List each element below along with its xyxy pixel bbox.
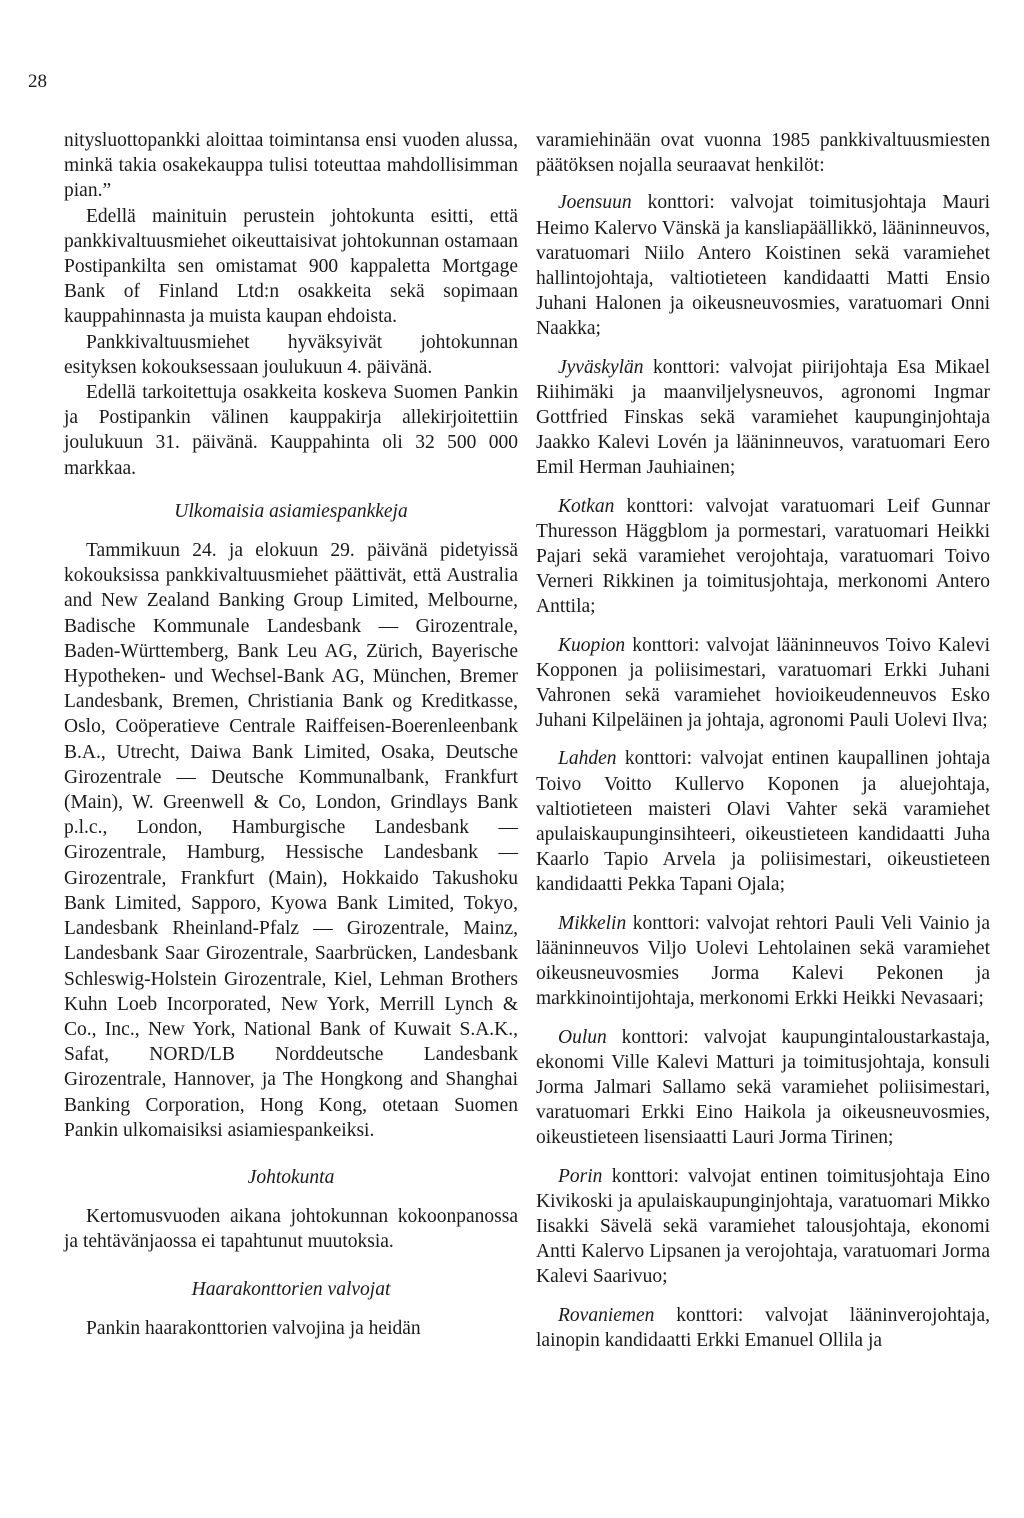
page-number: 28: [28, 71, 47, 92]
office-text: konttori: valvojat rehtori Pauli Veli Vainio ja lääninneuvos Viljo Uolevi Lehtolainen sekä varamiehet oikeusneuvosmies Jorma Kalevi Pekonen ja markkinointijohtaja, merkonomi Erkki Heikki Nevasaari;: [536, 912, 990, 1010]
paragraph: Pankkivaltuusmiehet hyväksyivät johtokunnan esityksen kokouksessaan joulukuun 4. päivänä.: [64, 331, 518, 378]
office-entry: [536, 494, 990, 620]
section-heading: Haarakonttorien valvojat: [191, 1278, 391, 1300]
office-text: konttori: valvojat lääninneuvos Toivo Kalevi Kopponen ja poliisimestari, varatuomari Erkki Juhani Vahronen sekä varamiehet hovioikeudenneuvos Esko Juhani Kilpeläinen ja johtaja, agronomi Pauli Uolevi Ilva;: [536, 634, 990, 732]
office-text: konttori: valvojat piirijohtaja Esa Mikael Riihimäki ja maanviljelysneuvos, agronomi Ingmar Gottfried Finskas sekä varamiehet kaupunginjohtaja Jaakko Kalevi Lovén ja lääninneuvos, varatuomari Eero Emil Herman Jauhiainen;: [536, 356, 990, 479]
left-column: [64, 128, 518, 1341]
office-name: Joensuun: [558, 192, 632, 214]
office-entry: [536, 911, 990, 1012]
office-entry: [536, 190, 990, 341]
office-text: konttori: valvojat toimitusjohtaja Mauri Heimo Kalervo Vänskä ja kansliapäällikkö, lääninneuvos, varatuomari Niilo Antero Koistinen sekä varamiehet hallintojohtaja, valtiotieteen kandidaatti Matti Ensio Juhani Halonen ja oikeusneuvosmies, varatuomari Onni Naakka;: [536, 192, 990, 340]
office-text: konttori: valvojat entinen kaupallinen johtaja Toivo Voitto Kullervo Koponen ja aluejohtaja, valtiotieteen maisteri Olavi Vahter sekä varamiehet apulaiskaupunginsihteeri, oikeustieteen kandidaatti Juha Kaarlo Tapio Arvela ja poliisimestari, oikeustieteen kandidaatti Pekka Tapani Ojala;: [536, 748, 990, 896]
office-name: Lahden: [558, 748, 617, 770]
office-name: Porin: [558, 1165, 603, 1187]
office-entry: [536, 1303, 990, 1353]
office-name: Kuopion: [558, 634, 626, 656]
section-heading: Johtokunta: [247, 1166, 335, 1188]
paragraph: varamiehinään ovat vuonna 1985 pankkivaltuusmiesten päätöksen nojalla seuraavat henkilöt:: [536, 130, 990, 177]
paragraph: Tammikuun 24. ja elokuun 29. päivänä pidetyissä kokouksissa pankkivaltuusmiehet päättivät, että Australia and New Zealand Banking Group Limited, Melbourne, Badische Kommunale Landesbank — Girozentrale, Baden-Württemberg, Bank Leu AG, Zürich, Bayerische Hypotheken- und Wechsel-Bank AG, München, Bremer Landesbank, Bremen, Christiania Bank og Kreditkasse, Oslo, Coöperatieve Centrale Raiffeisen-Boerenleenbank B.A., Utrecht, Daiwa Bank Limited, Osaka, Deutsche Girozentrale — Deutsche Kommunalbank, Frankfurt (Main), W. Greenwell & Co, London, Grindlays Bank p.l.c., London, Hamburgische Landesbank — Girozentrale, Hamburg, Hessische Landesbank — Girozentrale, Frankfurt (Main), Hokkaido Takushoku Bank Limited, Sapporo, Kyowa Bank Limited, Tokyo, Landesbank Rheinland-Pfalz — Girozentrale, Mainz, Landesbank Saar Girozentrale, Saarbrücken, Landesbank Schleswig-Holstein Girozentrale, Kiel, Lehman Brothers Kuhn Loeb Incorporated, New York, Merrill Lynch & Co., Inc., New York, National Bank of Kuwait S.A.K., Safat, NORD/LB Norddeutsche Landesbank Girozentrale, Hannover, ja The Hongkong and Shanghai Banking Corporation, Hong Kong, otetaan Suomen Pankin ulkomaisiksi asiamiespankeiksi.: [64, 540, 518, 1141]
office-name: Rovaniemen: [558, 1304, 655, 1326]
office-text: konttori: valvojat entinen toimitusjohtaja Eino Kivikoski ja apulaiskaupunginjohtaja, varatuomari Mikko Iisakki Sävelä sekä varamiehet talousjohtaja, ekonomi Antti Kalervo Lipsanen ja verojohtaja, varatuomari Jorma Kalevi Saarivuo;: [536, 1165, 990, 1288]
office-entry: [536, 1164, 990, 1290]
office-text: konttori: valvojat varatuomari Leif Gunnar Thuresson Häggblom ja pormestari, varatuomari Heikki Pajari sekä varamiehet verojohtaja, varatuomari Toivo Verneri Rikkinen ja toimitusjohtaja, merkonomi Antero Anttila;: [536, 495, 990, 618]
office-text: konttori: valvojat kaupungintaloustarkastaja, ekonomi Ville Kalevi Matturi ja toimitusjohtaja, konsuli Jorma Jalmari Sallamo sekä varamiehet poliisimestari, varatuomari Erkki Eino Haikola ja oikeusneuvosmies, oikeustieteen lisensiaatti Lauri Jorma Tirinen;: [536, 1026, 990, 1149]
office-name: Oulun: [558, 1026, 607, 1048]
office-entry: [536, 355, 990, 481]
paragraph: Kertomusvuoden aikana johtokunnan kokoonpanossa ja tehtävänjaossa ei tapahtunut muutoksia.: [64, 1206, 518, 1253]
paragraph: nitysluottopankki aloittaa toimintansa ensi vuoden alussa, minkä takia osakekauppa tulisi toteuttaa mahdollisimman pian.”: [64, 130, 518, 202]
office-name: Mikkelin: [558, 912, 627, 934]
office-entry: [536, 1025, 990, 1151]
office-entry: [536, 633, 990, 734]
paragraph: Edellä tarkoitettuja osakkeita koskeva Suomen Pankin ja Postipankin välinen kauppakirja allekirjoitettiin joulukuun 31. päivänä. Kauppahinta oli 32 500 000 markkaa.: [64, 382, 518, 479]
office-entry: [536, 746, 990, 897]
office-text: konttori: valvojat lääninverojohtaja, lainopin kandidaatti Erkki Emanuel Ollila ja: [536, 1304, 990, 1351]
paragraph: Edellä mainituin perustein johtokunta esitti, että pankkivaltuusmiehet oikeuttaisivat johtokunnan ostamaan Postipankilta sen omistamat 900 kappaletta Mortgage Bank of Finland Ltd:n osakkeita sekä sopimaan kauppahinnasta ja muista kaupan ehdoista.: [64, 205, 518, 328]
right-column: [536, 128, 990, 1353]
paragraph: Pankin haarakonttorien valvojina ja heidän: [86, 1317, 421, 1339]
office-name: Kotkan: [558, 495, 615, 517]
section-heading: Ulkomaisia asiamiespankkeja: [174, 500, 408, 522]
office-name: Jyväskylän: [558, 356, 644, 378]
